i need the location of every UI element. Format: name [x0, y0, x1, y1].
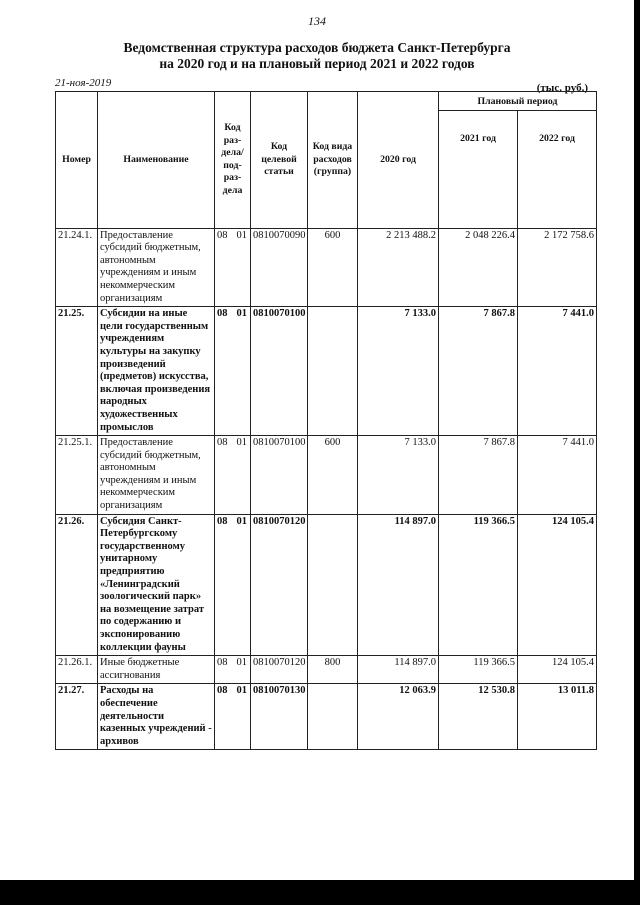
row-target-code: 0810070100	[251, 307, 308, 436]
row-type-code: 800	[308, 656, 358, 684]
header-year-2022: 2022 год	[518, 110, 597, 228]
table-header-row	[56, 92, 597, 111]
podrazdel-code: 01	[236, 229, 247, 241]
header-name: Наименование	[98, 92, 215, 229]
row-name: Иные бюджетные ассигнования	[98, 656, 215, 684]
row-value-2021: 7 867.8	[439, 436, 518, 515]
row-value-2020: 114 897.0	[358, 514, 439, 656]
scan-bottom-border	[0, 880, 640, 905]
row-section-code	[215, 514, 251, 656]
podrazdel-code: 01	[236, 515, 247, 527]
razdel-code: 08	[217, 308, 228, 320]
row-name: Субсидия Санкт-Петербургскому государственному унитарному предприятию «Ленинградский зоологический парк» на возмещение затрат по содержанию и экспонированию коллекции фауны	[98, 514, 215, 656]
row-number: 21.27.	[56, 684, 98, 750]
row-target-code: 0810070100	[251, 436, 308, 515]
row-number: 21.25.	[56, 307, 98, 436]
row-name: Предоставление субсидий бюджетным, автономным учреждениям и иным некоммерческим организациям	[98, 228, 215, 307]
row-value-2020: 12 063.9	[358, 684, 439, 750]
podrazdel-code: 01	[236, 308, 247, 320]
row-type-code	[308, 514, 358, 656]
row-value-2022: 124 105.4	[518, 656, 597, 684]
row-number: 21.25.1.	[56, 436, 98, 515]
header-plan-period: Плановый период	[439, 92, 597, 111]
table-row	[56, 656, 597, 684]
table-row	[56, 684, 597, 750]
razdel-code: 08	[217, 685, 228, 697]
row-section-code	[215, 307, 251, 436]
title-line-1: Ведомственная структура расходов бюджета Санкт-Петербурга	[123, 40, 511, 55]
row-number: 21.26.1.	[56, 656, 98, 684]
header-type-code: Код вида расходов (группа)	[308, 92, 358, 229]
row-name: Расходы на обеспечение деятельности казенных учреждений - архивов	[98, 684, 215, 750]
row-value-2022: 13 011.8	[518, 684, 597, 750]
page-number: 134	[308, 14, 326, 28]
row-value-2022: 2 172 758.6	[518, 228, 597, 307]
row-type-code	[308, 684, 358, 750]
title-line-2: на 2020 год и на плановый период 2021 и 2022 годов	[159, 56, 475, 71]
row-target-code: 0810070120	[251, 514, 308, 656]
razdel-code: 08	[217, 515, 228, 527]
row-type-code	[308, 307, 358, 436]
row-target-code: 0810070120	[251, 656, 308, 684]
row-section-code	[215, 436, 251, 515]
document-title	[0, 40, 634, 72]
header-section-code: Код раз-дела/ под-раз-дела	[215, 92, 251, 229]
podrazdel-code: 01	[236, 685, 247, 697]
row-section-code	[215, 684, 251, 750]
row-value-2021: 119 366.5	[439, 514, 518, 656]
header-target-code: Код целевой статьи	[251, 92, 308, 229]
row-value-2022: 7 441.0	[518, 436, 597, 515]
razdel-code: 08	[217, 437, 228, 449]
row-number: 21.26.	[56, 514, 98, 656]
row-value-2020: 2 213 488.2	[358, 228, 439, 307]
row-value-2020: 114 897.0	[358, 656, 439, 684]
table-row	[56, 307, 597, 436]
podrazdel-code: 01	[236, 657, 247, 669]
row-value-2022: 7 441.0	[518, 307, 597, 436]
row-name: Субсидии на иные цели государственным учреждениям культуры на закупку произведений (предметов) искусства, включая произведения народных художественных промыслов	[98, 307, 215, 436]
document-date: 21-ноя-2019	[55, 77, 112, 89]
table-row	[56, 228, 597, 307]
table-row	[56, 436, 597, 515]
row-name: Предоставление субсидий бюджетным, автономным учреждениям и иным некоммерческим организациям	[98, 436, 215, 515]
row-value-2021: 119 366.5	[439, 656, 518, 684]
row-value-2021: 12 530.8	[439, 684, 518, 750]
razdel-code: 08	[217, 229, 228, 241]
header-year-2020: 2020 год	[358, 92, 439, 229]
razdel-code: 08	[217, 657, 228, 669]
table-row	[56, 514, 597, 656]
row-target-code: 0810070130	[251, 684, 308, 750]
row-section-code	[215, 228, 251, 307]
header-year-2021: 2021 год	[439, 110, 518, 228]
row-value-2021: 2 048 226.4	[439, 228, 518, 307]
row-target-code: 0810070090	[251, 228, 308, 307]
row-type-code: 600	[308, 228, 358, 307]
budget-table	[55, 91, 597, 750]
row-type-code: 600	[308, 436, 358, 515]
row-number: 21.24.1.	[56, 228, 98, 307]
row-value-2020: 7 133.0	[358, 307, 439, 436]
header-number: Номер	[56, 92, 98, 229]
row-value-2020: 7 133.0	[358, 436, 439, 515]
row-value-2022: 124 105.4	[518, 514, 597, 656]
podrazdel-code: 01	[236, 437, 247, 449]
row-section-code	[215, 656, 251, 684]
units-label: (тыс. руб.)	[536, 82, 588, 94]
row-value-2021: 7 867.8	[439, 307, 518, 436]
